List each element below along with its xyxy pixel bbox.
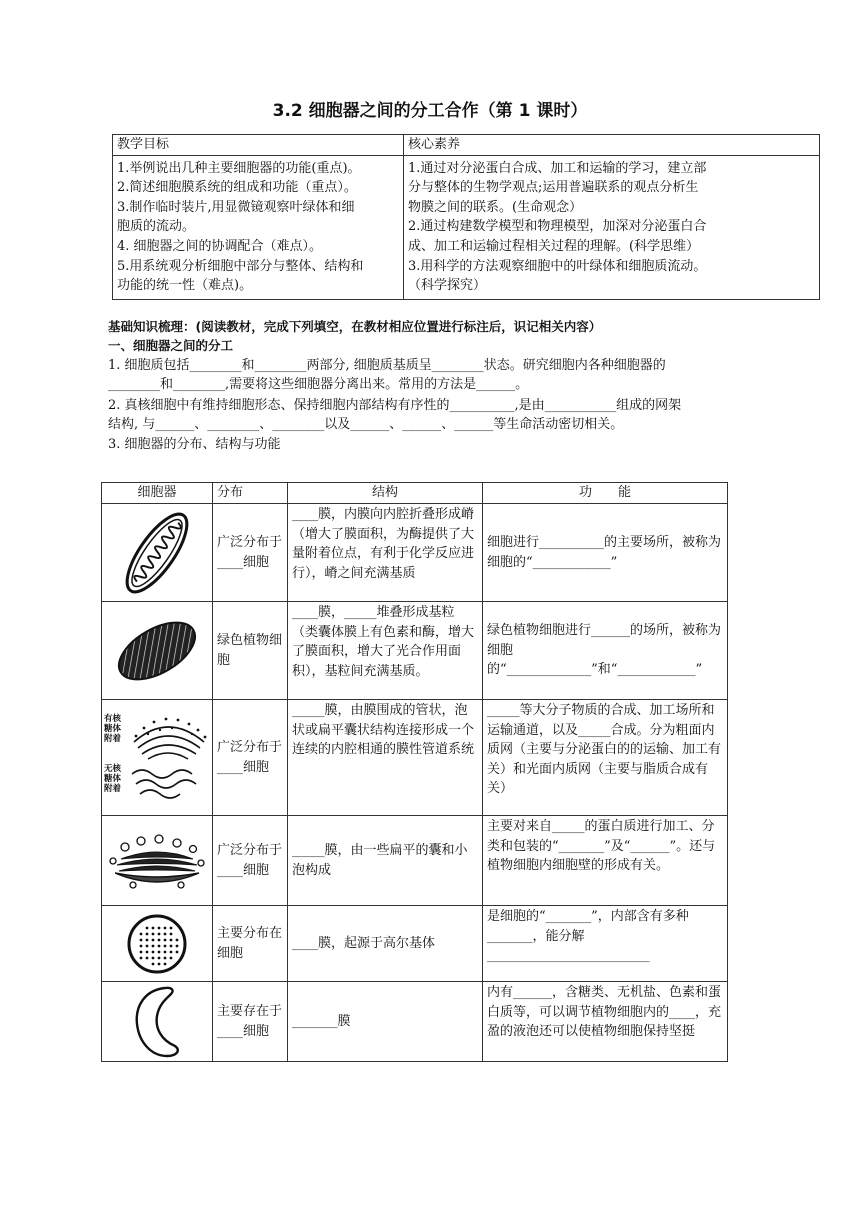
lysosome-dot — [158, 956, 161, 959]
objective-line: 3.制作临时装片,用显微镜观察叶绿体和细 — [117, 199, 355, 215]
lysosome-dot — [176, 950, 179, 953]
lysosome-dot — [140, 938, 143, 941]
objective-line: 1.举例说出几种主要细胞器的功能(重点)。 — [117, 160, 361, 176]
structure-cell: ____膜，_____堆叠形成基粒（类囊体膜上有色素和酶，增大了膜面积，增大了光合作用面积），基粒间充满基质。 — [288, 602, 483, 700]
fill-line: 3. 细胞器的分布、结构与功能 — [108, 437, 281, 452]
function-cell: 绿色植物细胞进行______的场所，被称为细胞的“_____________”和“____________” — [483, 602, 728, 700]
distribution-cell: 广泛分布于____细胞 — [213, 504, 288, 602]
lysosome-dot — [164, 962, 167, 965]
distribution-cell: 广泛分布于____细胞 — [213, 700, 288, 816]
er-label: 糖体 — [104, 723, 122, 734]
section-heading: 一、细胞器之间的分工 — [108, 338, 234, 353]
page-title: 3.2 细胞器之间的分工合作（第 1 课时） — [272, 101, 588, 121]
er-label: 无核 — [104, 763, 122, 774]
fill-line: 1. 细胞质包括________和________两部分, 细胞质基质呈________状态。研究细胞内各种细胞器的 — [108, 358, 666, 373]
lysosome-dot — [158, 938, 161, 941]
chloroplast-icon — [112, 611, 202, 691]
lysosome-dot — [146, 926, 149, 929]
endoplasmic-reticulum-icon — [126, 712, 210, 806]
lysosome-dot — [146, 938, 149, 941]
structure-cell: _____膜，由一些扁平的囊和小泡构成 — [288, 816, 483, 906]
lysosome-dot — [158, 932, 161, 935]
table-row — [102, 982, 728, 1062]
lysosome-dot — [164, 944, 167, 947]
fill-line: 结构, 与______、________、________以及______、______、______等生命活动密切相关。 — [108, 417, 624, 432]
lysosome-dot — [164, 950, 167, 953]
structure-cell: _____膜，由膜围成的管状，泡状或扁平囊状结构连接形成一个连续的内腔相通的膜性管道系统 — [288, 700, 483, 816]
objective-line: 胞质的流动。 — [117, 219, 196, 235]
lysosome-dot — [140, 932, 143, 935]
vacuole-icon — [127, 984, 187, 1060]
organelle-image-cell — [102, 700, 213, 816]
literacy-line: 3.用科学的方法观察细胞中的叶绿体和细胞质流动。 — [408, 258, 707, 274]
fill-line: 2. 真核细胞中有维持细胞形态、保持细胞内部结构有序性的__________,是由___________组成的网架 — [108, 398, 682, 413]
lysosome-dot — [158, 950, 161, 953]
col-header-function: 功 能 — [483, 483, 728, 504]
lysosome-dot — [146, 950, 149, 953]
lysosome-dot — [152, 950, 155, 953]
lysosome-dot — [152, 962, 155, 965]
er-label: 糖体 — [104, 773, 122, 784]
lysosome-dot — [170, 938, 173, 941]
lysosome-dot — [170, 950, 173, 953]
er-label: 附着 — [104, 733, 122, 744]
lysosome-dot — [170, 932, 173, 935]
lysosome-dot — [170, 926, 173, 929]
lysosome-dot — [146, 956, 149, 959]
table-row — [102, 816, 728, 906]
fill-line: ________和________,需要将这些细胞器分离出来。常用的方法是______。 — [108, 377, 529, 392]
literacy-line: （科学探究） — [408, 278, 487, 294]
mitochondrion-icon — [112, 507, 202, 599]
lysosome-dot — [146, 932, 149, 935]
core-literacy-cell — [404, 155, 820, 299]
distribution-cell: 广泛分布于____细胞 — [213, 816, 288, 906]
col-header-structure: 结构 — [288, 483, 483, 504]
lysosome-dot — [158, 944, 161, 947]
table-row — [102, 602, 728, 700]
objective-line: 4. 细胞器之间的协调配合（难点）。 — [117, 238, 323, 254]
organelle-image-cell — [102, 602, 213, 700]
distribution-cell: 绿色植物细胞 — [213, 602, 288, 700]
lysosome-dot — [152, 932, 155, 935]
function-cell: 是细胞的“_______”，内部含有多种_______，能分解_________________________ — [483, 906, 728, 982]
organelle-image-cell — [102, 816, 213, 906]
distribution-cell: 主要存在于____细胞 — [213, 982, 288, 1062]
lysosome-dot — [146, 944, 149, 947]
knowledge-heading: 基础知识梳理：(阅读教材，完成下列填空，在教材相应位置进行标注后，识记相关内容） — [108, 319, 602, 334]
lysosome-dot — [170, 944, 173, 947]
organelle-image-cell — [102, 504, 213, 602]
organelle-image-cell — [102, 982, 213, 1062]
objective-line: 2.简述细胞膜系统的组成和功能（重点）。 — [117, 180, 357, 196]
lysosome-dot — [164, 938, 167, 941]
objectives-table — [112, 134, 820, 300]
lysosome-dot — [170, 956, 173, 959]
lysosome-dot — [140, 950, 143, 953]
function-cell: 主要对来自_____的蛋白质进行加工、分类和包装的“_______”及“______”。还与植物细胞内细胞壁的形成有关。 — [483, 816, 728, 906]
lysosome-dot — [140, 944, 143, 947]
lysosome-dot — [164, 932, 167, 935]
organelle-table — [101, 482, 728, 1062]
lysosome-dot — [176, 944, 179, 947]
golgi-icon — [107, 831, 207, 891]
er-label: 有核 — [104, 713, 122, 724]
literacy-line: 1.通过对分泌蛋白合成、加工和运输的学习，建立部 — [408, 160, 707, 176]
lysosome-dot — [158, 926, 161, 929]
structure-cell: _______膜 — [288, 982, 483, 1062]
objectives-cell — [113, 155, 404, 299]
lysosome-dot — [152, 938, 155, 941]
col-header-organelle: 细胞器 — [102, 483, 213, 504]
literacy-line: 成、加工和运输过程相关过程的理解。(科学思维） — [408, 238, 700, 254]
table-row — [102, 906, 728, 982]
function-cell: 内有______，含糖类、无机盐、色素和蛋白质等，可以调节植物细胞内的____，充盈的液泡还可以使植物细胞保持坚挺 — [483, 982, 728, 1062]
objective-line: 5.用系统观分析细胞中部分与整体、结构和 — [117, 258, 364, 274]
literacy-line: 分与整体的生物学观点;运用普遍联系的观点分析生 — [408, 180, 699, 196]
lysosome-dot — [164, 956, 167, 959]
distribution-cell: 主要分布在 细胞 — [213, 906, 288, 982]
lysosome-dot — [176, 938, 179, 941]
function-cell: _____等大分子物质的合成、加工场所和运输通道，以及_____合成。分为粗面内质网（主要与分泌蛋白的的运输、加工有关）和光面内质网（主要与脂质合成有关） — [483, 700, 728, 816]
lysosome-dot — [140, 956, 143, 959]
objectives-header: 教学目标 — [113, 135, 404, 156]
structure-cell: ____膜，起源于高尔基体 — [288, 906, 483, 982]
organelle-image-cell — [102, 906, 213, 982]
function-cell: 细胞进行__________的主要场所，被称为细胞的“____________” — [483, 504, 728, 602]
er-label: 附着 — [104, 783, 122, 794]
structure-cell: ____膜，内膜向内腔折叠形成嵴（增大了膜面积，为酶提供了大量附着位点，有利于化学反应进行），嵴之间充满基质 — [288, 504, 483, 602]
table-row — [102, 504, 728, 602]
literacy-line: 2.通过构建数学模型和物理模型，加深对分泌蛋白合 — [408, 219, 707, 235]
col-header-distribution: 分布 — [213, 483, 288, 504]
objective-line: 功能的统一性（难点)。 — [117, 278, 253, 294]
literacy-line: 物膜之间的联系。(生命观念） — [408, 199, 583, 215]
lysosome-icon — [125, 912, 189, 976]
lysosome-dot — [158, 962, 161, 965]
core-literacy-header: 核心素养 — [404, 135, 820, 156]
table-row — [102, 700, 728, 816]
lysosome-dot — [152, 926, 155, 929]
lysosome-dot — [152, 944, 155, 947]
lysosome-dot — [152, 956, 155, 959]
lysosome-dot — [164, 926, 167, 929]
